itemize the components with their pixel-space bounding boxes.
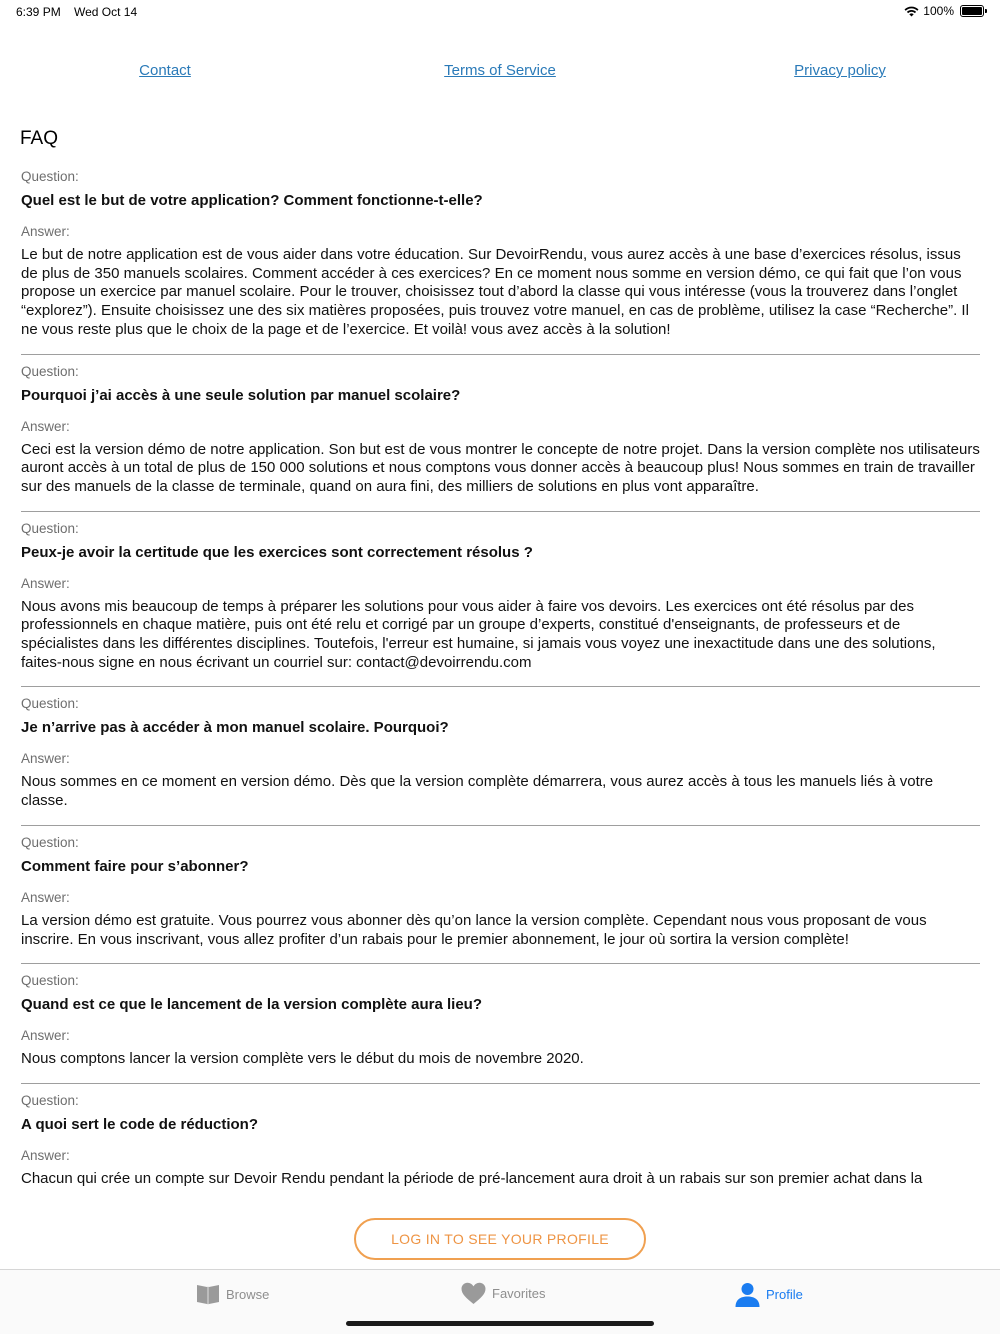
privacy-policy-link[interactable]: Privacy policy bbox=[794, 62, 886, 79]
faq-list[interactable] bbox=[0, 166, 1000, 1210]
question-text: A quoi sert le code de réduction? bbox=[21, 1115, 258, 1133]
question-text: Pourquoi j’ai accès à une seule solution par manuel scolaire? bbox=[21, 386, 461, 404]
book-icon bbox=[196, 1282, 220, 1306]
faq-item-content bbox=[21, 166, 980, 355]
question-text: Quel est le but de votre application? Comment fonctionne-t-elle? bbox=[21, 192, 483, 209]
answer-text: La version démo est gratuite. Vous pourrez vous abonner dès qu’on lance la version complète. Cependant nous vous proposant de vous inscrire. En vous inscrivant, vous allez profiter d’un rabais pour le premier abonnement, le jour où sortira la version complète! bbox=[21, 911, 927, 948]
answer-label: Answer: bbox=[21, 224, 70, 239]
question-label: Question: bbox=[21, 520, 79, 536]
question-text: Je n’arrive pas à accéder à mon manuel scolaire. Pourquoi? bbox=[21, 719, 449, 737]
wifi-icon bbox=[904, 6, 919, 17]
terms-of-service-link[interactable]: Terms of Service bbox=[444, 62, 556, 79]
answer-text: Nous comptons lancer la version complète vers le début du mois de novembre 2020. bbox=[21, 1050, 584, 1068]
status-indicators bbox=[904, 4, 984, 18]
faq-item-content bbox=[21, 826, 980, 964]
answer-text: Le but de notre application est de vous aider dans votre éducation. Sur DevoirRendu, vous aurez accès à une base d’exercices résolus, issus de plus de 350 manuels scolaires. Comment accéder à ces exercices? En ce moment nous somme en version démo, ce qui fait que l’on vous propose un exercice par manuel scolaire. Pour le trouver, choisissez tout d’abord la classe qui vous intéresse (vous la trouverez dans l’onglet “explorez”). Ensuite choisissez une des six matières proposées, puis trouvez votre manuel, en cas de problème, utilisez la case “Recherche”. Il ne vous reste plus que le choix de la page et de l’exercice. Et voilà! vous avez accès à la solution! bbox=[21, 246, 969, 338]
question-label: Question: bbox=[21, 696, 79, 712]
answer-text: Chacun qui crée un compte sur Devoir Rendu pendant la période de pré-lancement aura droit à un rabais sur son premier achat dans la bbox=[21, 1169, 923, 1187]
question-text: Peux-je avoir la certitude que les exercices sont correctement résolus ? bbox=[21, 543, 533, 561]
status-date: Wed Oct 14 bbox=[74, 5, 138, 19]
question-label: Question: bbox=[21, 834, 79, 850]
answer-label: Answer: bbox=[21, 1028, 70, 1044]
tab-profile[interactable] bbox=[735, 1282, 803, 1307]
tab-browse[interactable] bbox=[196, 1282, 269, 1306]
answer-text: Nous avons mis beaucoup de temps à préparer les solutions pour vous aider à faire vos devoirs. Les exercices ont été résolus par des professionnels en chaque matière, puis ont été relu et corrigé par un groupe d’experts, constitué d'enseignants, de professeurs et de spécialistes dans les différentes disciplines. Toutefois, l'erreur est humaine, si jamais vous voyez une inexactitude dans une des solutions, faites-nous signe en nous écrivant un courriel sur: contact@devoirrendu.com bbox=[21, 597, 936, 671]
login-button[interactable]: LOG IN TO SEE YOUR PROFILE bbox=[354, 1218, 646, 1260]
battery-percentage: 100% bbox=[923, 4, 954, 18]
faq-item-content bbox=[21, 512, 980, 688]
answer-label: Answer: bbox=[21, 418, 70, 434]
faq-item bbox=[0, 826, 1000, 964]
faq-item-content bbox=[21, 964, 980, 1084]
question-label: Question: bbox=[21, 1092, 79, 1108]
faq-item-content bbox=[21, 1084, 980, 1203]
tab-favorites[interactable] bbox=[461, 1282, 545, 1305]
tab-browse-label: Browse bbox=[226, 1286, 270, 1302]
contact-link[interactable]: Contact bbox=[139, 62, 191, 79]
home-indicator[interactable] bbox=[346, 1321, 654, 1326]
answer-text: Ceci est la version démo de notre application. Son but est de vous montrer le concepte de notre projet. Dans la version complète nos utilisateurs auront accès à un total de plus de 150 000 solutions et nous comptons vous donner accès à beaucoup plus! Nous sommes en train de travailler sur des manuels de la classe de terminale, quand on aura fini, des milliers de solutions en plus vont apparaître. bbox=[21, 440, 980, 495]
faq-item bbox=[0, 512, 1000, 688]
top-links bbox=[0, 62, 1000, 84]
question-label: Question: bbox=[21, 363, 79, 379]
question-label: Question: bbox=[21, 973, 79, 989]
tab-profile-label: Profile bbox=[766, 1287, 803, 1302]
faq-item bbox=[0, 355, 1000, 512]
question-text: Quand est ce que le lancement de la version complète aura lieu? bbox=[21, 996, 482, 1014]
status-bar bbox=[0, 0, 1000, 26]
faq-item bbox=[0, 964, 1000, 1084]
answer-text: Nous sommes en ce moment en version démo. Dès que la version complète démarrera, vous aurez accès à tous les manuels liés à votre classe. bbox=[21, 773, 934, 810]
faq-item bbox=[0, 687, 1000, 825]
answer-label: Answer: bbox=[21, 1147, 70, 1163]
answer-label: Answer: bbox=[21, 575, 70, 591]
status-time: 6:39 PM bbox=[16, 5, 61, 19]
faq-item bbox=[0, 166, 1000, 355]
question-text: Comment faire pour s’abonner? bbox=[21, 857, 249, 875]
answer-label: Answer: bbox=[21, 751, 70, 767]
heart-icon bbox=[461, 1282, 486, 1305]
faq-title: FAQ bbox=[20, 128, 59, 149]
person-icon bbox=[735, 1282, 760, 1307]
question-label: Question: bbox=[21, 169, 79, 184]
tab-favorites-label: Favorites bbox=[492, 1286, 546, 1301]
answer-label: Answer: bbox=[21, 889, 70, 905]
faq-item-content bbox=[21, 355, 980, 512]
battery-icon bbox=[960, 5, 984, 17]
faq-item bbox=[0, 1084, 1000, 1203]
faq-item-content bbox=[21, 687, 980, 825]
